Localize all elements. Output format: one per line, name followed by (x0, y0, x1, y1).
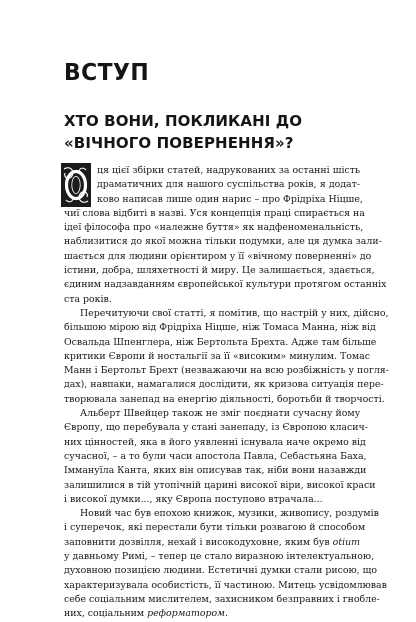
text-line: Манн і Бертольт Брехт (незважаючи на всю розбіжність у погля- (64, 365, 389, 377)
text-line: духовною позицією людини. Естетичні думки стали рисою, що (64, 565, 377, 577)
text-line (64, 536, 360, 550)
book-page (64, 60, 389, 620)
text-line: і суперечок, які перестали бути тільки розвагою й способом (64, 522, 366, 534)
text-line: сучасної, – а то були часи апостола Павла, Себастьяна Баха, (64, 450, 367, 462)
text-line: більшою мірою від Фрідріха Ніцше, ніж Томаса Манна, ніж від (64, 322, 376, 334)
paragraph-4 (64, 507, 387, 621)
text-line: Європу, що перебувала у стані занепаду, із Європою класич- (64, 422, 368, 434)
text-line: у давньому Римі, – тепер це стало виразною інтелектуальною, (64, 551, 375, 563)
text-line: критики Європи й ностальгії за її «високим» минулим. Томас (64, 350, 371, 362)
text-line: драматичних для нашого суспільства років, я додат- (97, 179, 360, 191)
text-line: Альберт Швейцер також не зміг поєднати сучасну йому (80, 408, 361, 420)
text-fragment: них, соціальним (64, 608, 145, 620)
text-line (64, 607, 360, 621)
text-line: ідеї філософа про «належне буття» як надфеноменальність, (64, 222, 364, 234)
section-heading: ВСТУП (64, 60, 150, 86)
text-fragment: . (224, 608, 228, 620)
text-line: і високої думки..., яку Європа поступово втрачала... (64, 493, 323, 505)
text-line: наблизитися до якої можна тільки подумки, але ця думка зали- (64, 236, 382, 248)
text-line: ково написав лише один нарис – про Фрідріха Ніцше, (97, 193, 363, 205)
text-line: творювала занепад на енергію діяльності, боротьби й творчості. (64, 393, 385, 405)
text-line: Іммануїла Канта, яких він описував так, ніби вони назавжди (64, 465, 367, 477)
text-line: себе соціальним мислителем, захисником безправних і гнобле- (64, 593, 380, 605)
text-line: Освальда Шпенглера, ніж Бертольта Брехта. Адже там більше (64, 336, 377, 348)
text-line: ця цієї збірки статей, надрукованих за останні шість (97, 165, 360, 176)
text-fragment: заповнити дозвілля, нехай і високодуховне, яким був (64, 536, 330, 548)
text-line: них цінностей, яка в його уявленні існувала наче окремо від (64, 436, 366, 448)
chapter-title-line-2: «ВІЧНОГО ПОВЕРНЕННЯ»? (64, 134, 294, 152)
paragraph-2 (64, 307, 389, 407)
text-line: ста років. (64, 293, 112, 305)
text-line: чиї слова відбиті в назві. Уся концепція праці спирається на (64, 207, 365, 219)
chapter-title (64, 110, 384, 154)
body-text (64, 164, 389, 622)
text-line: єдиним надзавданням європейської культури протягом останніх (64, 279, 387, 291)
chapter-title-line-1: ХТО ВОНИ, ПОКЛИКАНІ ДО (64, 112, 303, 130)
text-line: істини, добра, шляхетності й миру. Це залишається, здається, (64, 265, 375, 277)
text-line: Перечитуючи свої статті, я помітив, що настрій у них, дійсно, (80, 307, 389, 319)
text-line: характеризувала особистість, її частиною. Митець усвідомлював (64, 579, 387, 591)
italic-term: otium (332, 536, 361, 548)
paragraph-3 (64, 407, 376, 507)
ornamental-initial-o-icon (61, 163, 91, 207)
text-line: шається для людини орієнтиром у її «вічному поверненні» до (64, 250, 372, 262)
text-line: дах), навпаки, намагалися дослідити, як кризова ситуація пере- (64, 379, 384, 391)
text-line: залишилися в тій утопічній царині високої віри, високої краси (64, 479, 376, 491)
paragraph-1 (64, 164, 387, 307)
italic-term: реформатором (147, 608, 225, 620)
text-line: Новий час був епохою книжок, музики, живопису, роздумів (80, 508, 379, 520)
